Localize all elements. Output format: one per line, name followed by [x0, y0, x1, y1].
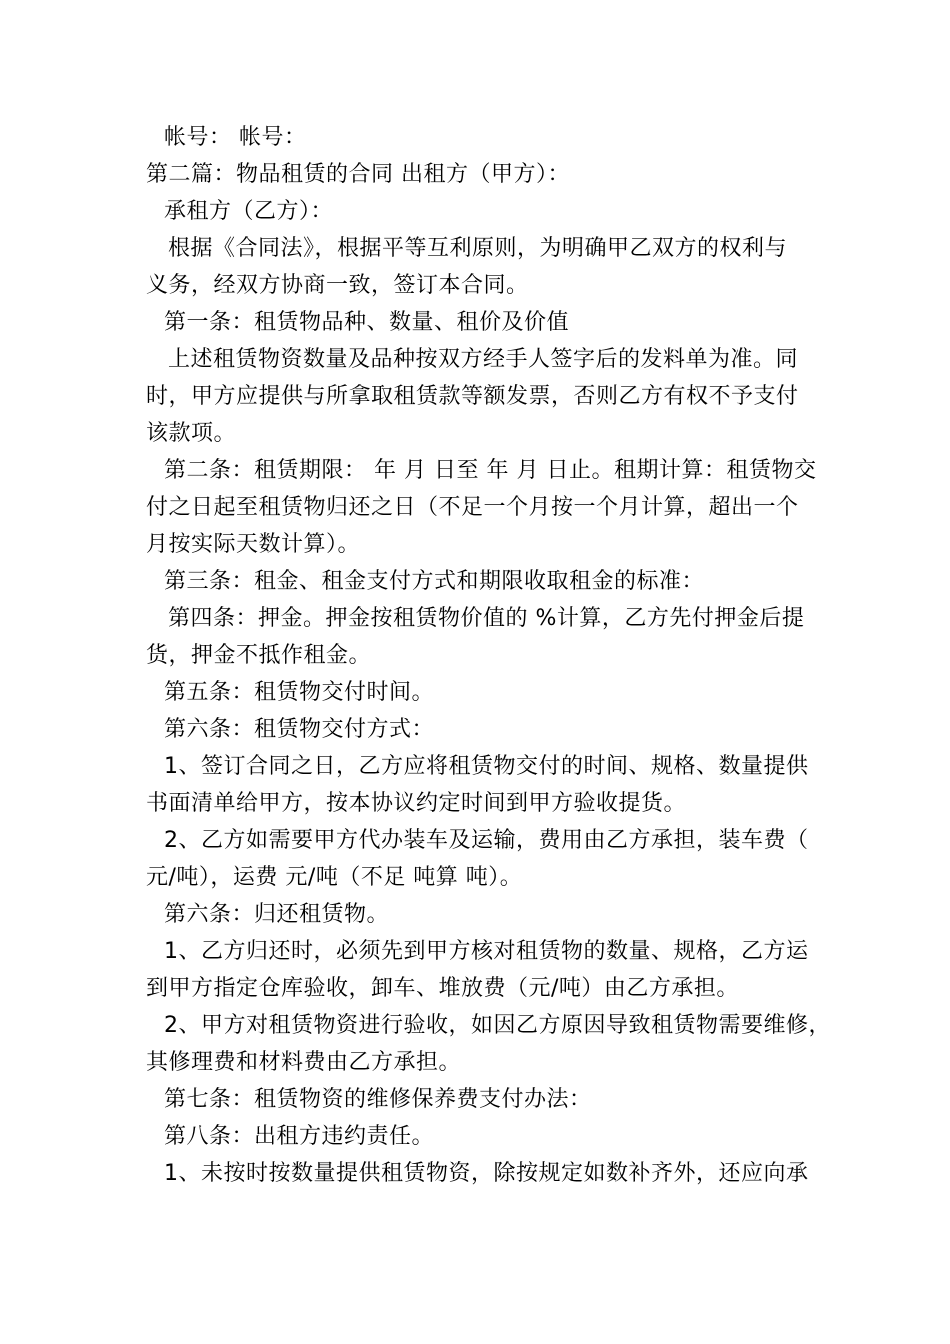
text-line: 付之日起至租赁物归还之日（不足一个月按一个月计算，超出一个 [146, 495, 799, 520]
text-line: 2、甲方对租赁物资进行验收，如因乙方原因导致租赁物需要维修， [164, 1013, 831, 1038]
text-line: 货，押金不抵作租金。 [146, 643, 372, 668]
text-line: 第八条：出租方违约责任。 [164, 1124, 435, 1149]
text-line: 到甲方指定仓库验收，卸车、堆放费（元/吨）由乙方承担。 [146, 976, 739, 1001]
text-line: 该款项。 [146, 421, 237, 446]
text-line: 时，甲方应提供与所拿取租赁款等额发票，否则乙方有权不予支付 [146, 384, 799, 409]
text-line: 其修理费和材料费由乙方承担。 [146, 1050, 462, 1075]
text-line: 第七条：租赁物资的维修保养费支付办法： [164, 1087, 592, 1112]
text-line: 第二篇：物品租赁的合同 出租方（甲方）： [146, 162, 570, 187]
text-line: 第一条：租赁物品种、数量、租价及价值 [164, 310, 570, 335]
text-line: 1、签订合同之日，乙方应将租赁物交付的时间、规格、数量提供 [164, 754, 809, 779]
text-line: 2、乙方如需要甲方代办装车及运输，费用由乙方承担，装车费（ [164, 828, 809, 853]
text-line: 1、乙方归还时，必须先到甲方核对租赁物的数量、规格，乙方运 [164, 939, 809, 964]
text-line: 月按实际天数计算）。 [146, 532, 361, 557]
text-line: 义务，经双方协商一致，签订本合同。 [146, 273, 529, 298]
text-line: 1、未按时按数量提供租赁物资，除按规定如数补齐外，还应向承 [164, 1161, 809, 1186]
text-line: 根据《合同法》，根据平等互利原则，为明确甲乙双方的权利与 [168, 236, 788, 261]
text-line: 第六条：租赁物交付方式： [164, 717, 435, 742]
text-line: 承租方（乙方）： [164, 199, 334, 224]
text-line: 第三条：租金、租金支付方式和期限收取租金的标准： [164, 569, 705, 594]
text-line: 元/吨），运费 元/吨（不足 吨算 吨）。 [146, 865, 523, 890]
text-line: 第六条：归还租赁物。 [164, 902, 390, 927]
text-line: 第五条：租赁物交付时间。 [164, 680, 435, 705]
text-line: 第二条：租赁期限： 年 月 日至 年 月 日止。租期计算：租赁物交 [164, 458, 817, 483]
text-line: 书面清单给甲方，按本协议约定时间到甲方验收提货。 [146, 791, 687, 816]
text-line: 上述租赁物资数量及品种按双方经手人签字后的发料单为准。同 [168, 347, 799, 372]
text-line: 帐号： 帐号： [164, 125, 307, 150]
text-line: 第四条：押金。押金按租赁物价值的 %计算，乙方先付押金后提 [168, 606, 805, 631]
